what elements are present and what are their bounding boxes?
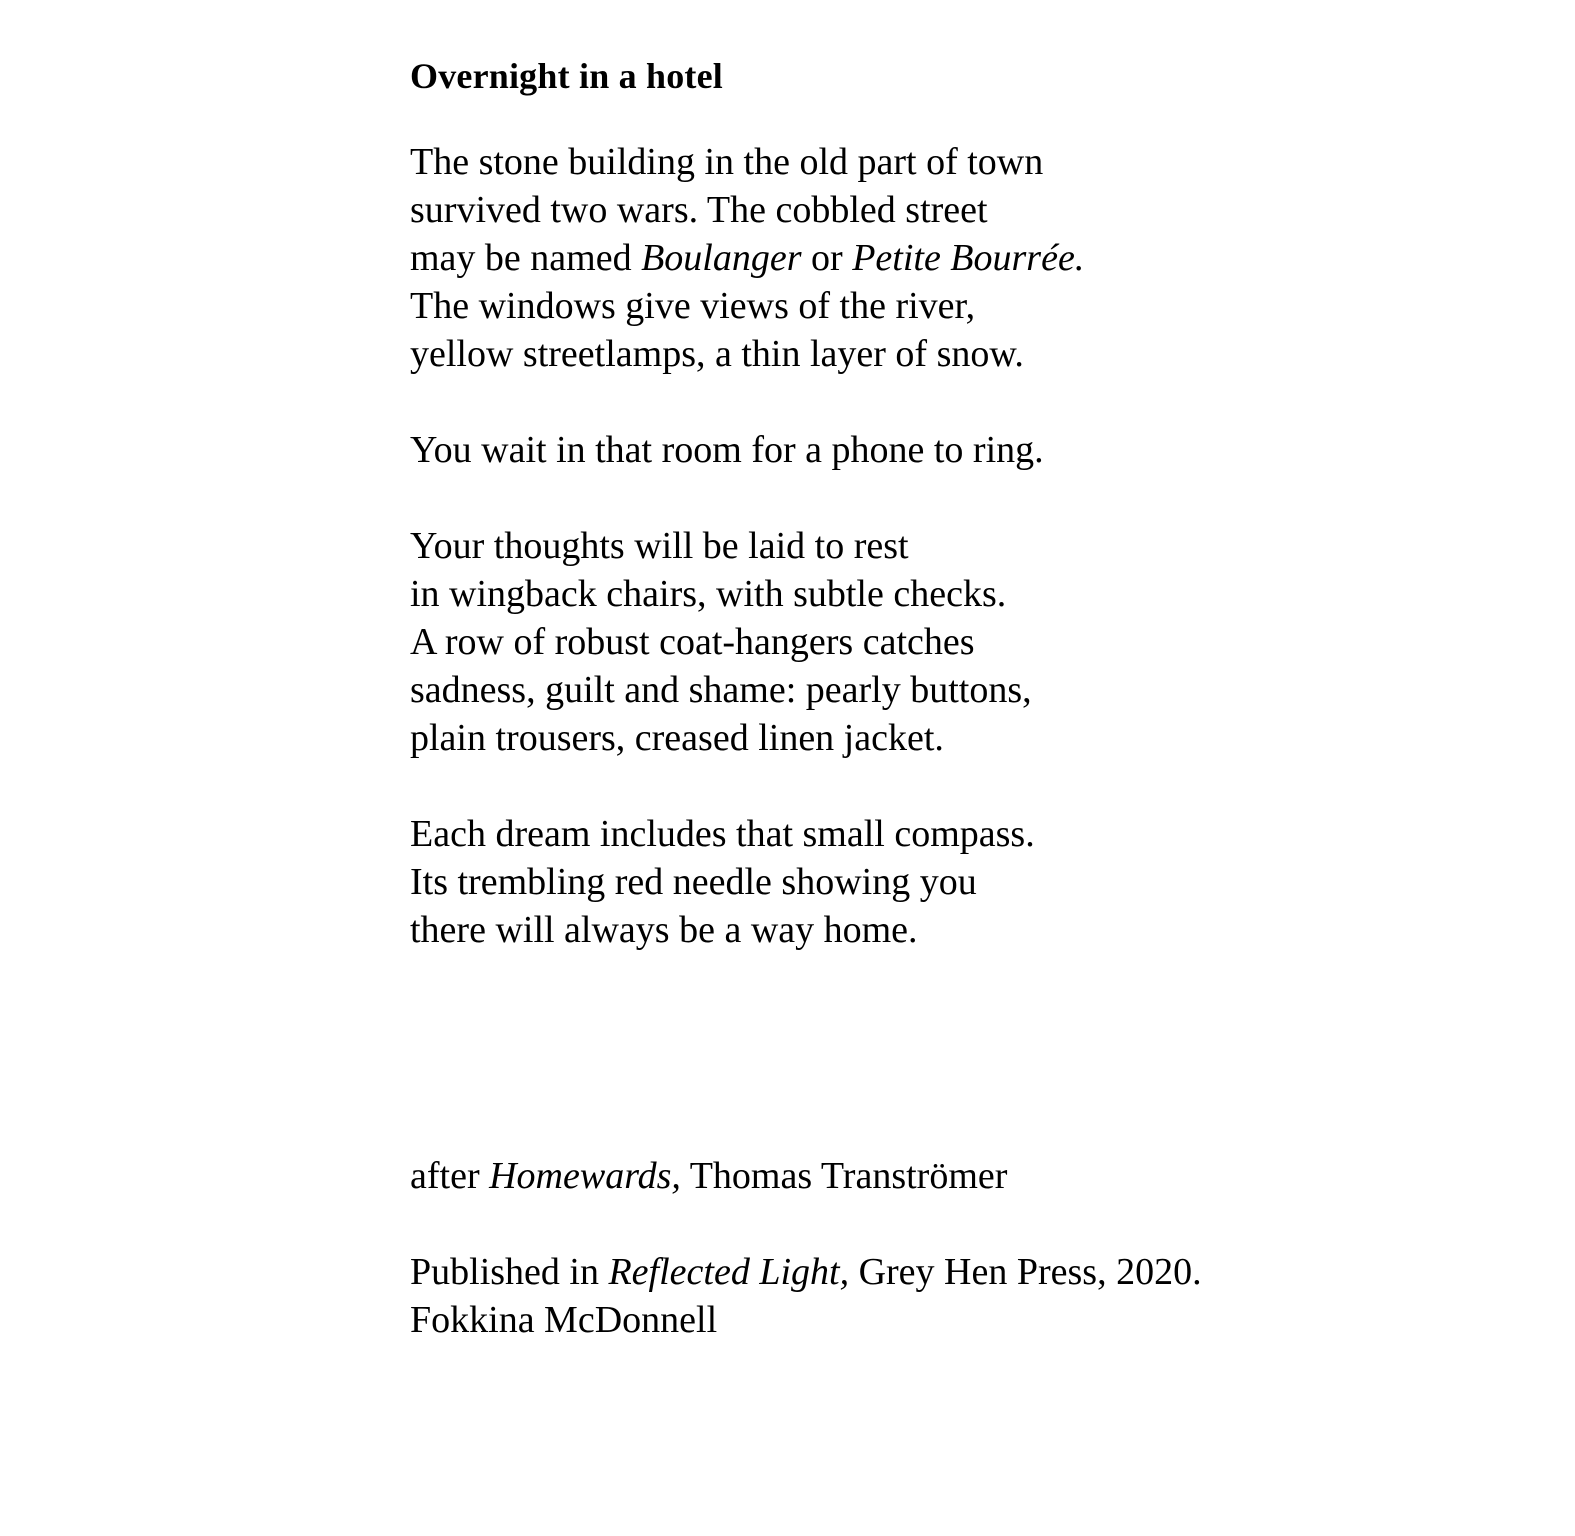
- roman-text: Each dream includes that small compass.: [410, 813, 1035, 855]
- roman-text: The windows give views of the river,: [410, 285, 976, 327]
- poem-line: [410, 714, 1515, 762]
- roman-text: plain trousers, creased linen jacket.: [410, 717, 944, 759]
- roman-text: Your thoughts will be laid to rest: [410, 525, 909, 567]
- roman-text: in wingback chairs, with subtle checks.: [410, 573, 1007, 615]
- roman-text: or: [801, 237, 853, 279]
- poem-line: [410, 186, 1515, 234]
- poem-line: [410, 330, 1515, 378]
- italic-text: Petite Bourrée.: [852, 237, 1085, 279]
- poem-stanza: [410, 138, 1515, 378]
- roman-text: Its trembling red needle showing you: [410, 861, 977, 903]
- roman-text: Thomas Tranströmer: [680, 1155, 1008, 1197]
- poem-line: [410, 618, 1515, 666]
- roman-text: You wait in that room for a phone to ring.: [410, 429, 1044, 471]
- roman-text: sadness, guilt and shame: pearly buttons,: [410, 669, 1032, 711]
- italic-text: Homewards,: [489, 1155, 681, 1197]
- roman-text: The stone building in the old part of town: [410, 141, 1044, 183]
- credit-block: [410, 1152, 1515, 1200]
- title-spacer: [410, 100, 1515, 138]
- publication-block: [410, 1248, 1515, 1344]
- stanza-spacer: [410, 762, 1515, 810]
- poem-line: [410, 426, 1515, 474]
- poem-line: [410, 906, 1515, 954]
- roman-text: yellow streetlamps, a thin layer of snow.: [410, 333, 1024, 375]
- roman-text: A row of robust coat-hangers catches: [410, 621, 975, 663]
- poem-body: [410, 138, 1515, 954]
- poem-stanza: [410, 810, 1515, 954]
- publication-line: [410, 1248, 1515, 1296]
- roman-text: there will always be a way home.: [410, 909, 918, 951]
- roman-text: may be named: [410, 237, 642, 279]
- publication-line: [410, 1296, 1515, 1344]
- poem-line: [410, 138, 1515, 186]
- poem-stanza: [410, 426, 1515, 474]
- poem-line: [410, 858, 1515, 906]
- poem-line: [410, 234, 1515, 282]
- roman-text: Published in: [410, 1251, 609, 1293]
- stanza-spacer: [410, 474, 1515, 522]
- poem-line: [410, 570, 1515, 618]
- roman-text: survived two wars. The cobbled street: [410, 189, 988, 231]
- stanza-spacer: [410, 378, 1515, 426]
- italic-text: Boulanger: [641, 237, 802, 279]
- poem-line: [410, 522, 1515, 570]
- poem-stanza: [410, 522, 1515, 762]
- page-title: Overnight in a hotel: [410, 56, 724, 96]
- publication-spacer: [410, 1200, 1515, 1248]
- poem-line: [410, 810, 1515, 858]
- credit-spacer: [410, 954, 1515, 1152]
- credit-line: [410, 1152, 1515, 1200]
- poem-line: [410, 282, 1515, 330]
- roman-text: after: [410, 1155, 490, 1197]
- roman-text: Fokkina McDonnell: [410, 1299, 718, 1341]
- roman-text: Grey Hen Press, 2020.: [849, 1251, 1202, 1293]
- italic-text: Reflected Light,: [608, 1251, 850, 1293]
- poem-line: [410, 666, 1515, 714]
